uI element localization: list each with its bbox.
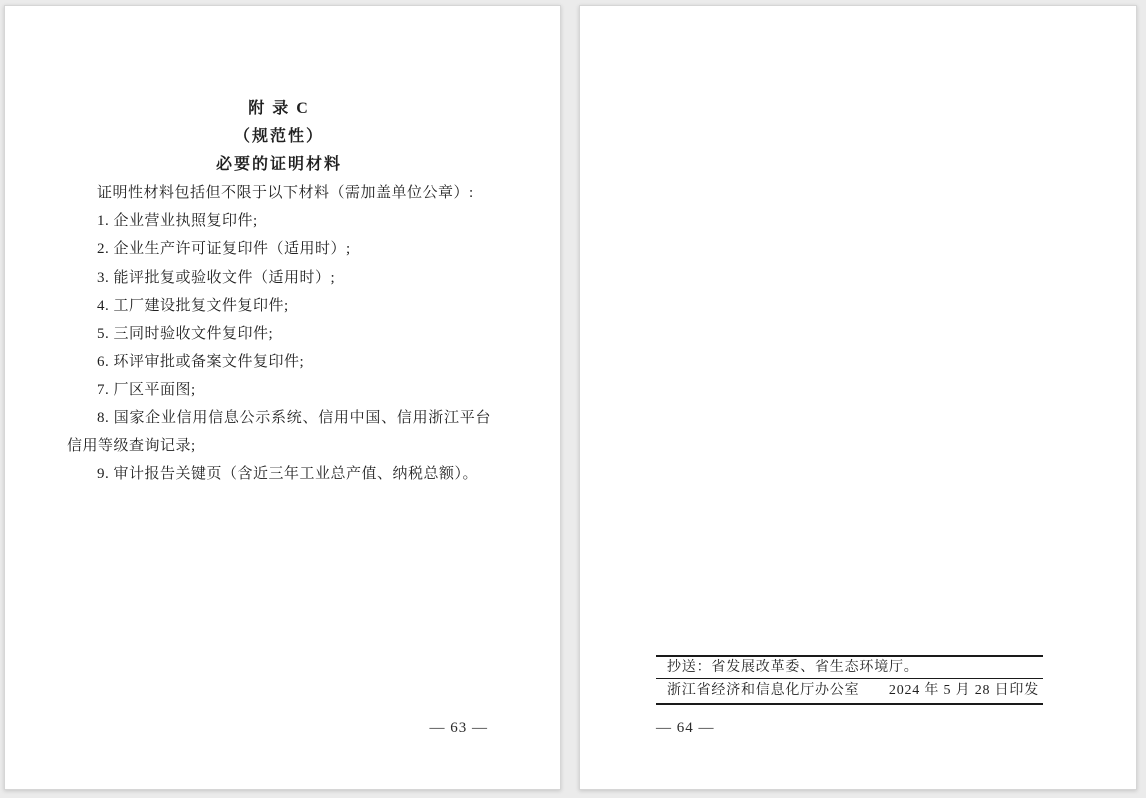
page-64	[579, 5, 1137, 790]
list-item: 7. 厂区平面图;	[97, 381, 196, 398]
list-item: 4. 工厂建设批复文件复印件;	[97, 297, 289, 314]
colophon-cc-row: 抄送：省发展改革委、省生态环境厅。	[656, 657, 1043, 679]
list-item: 6. 环评审批或备案文件复印件;	[97, 353, 305, 370]
appendix-title: 附 录 C	[248, 100, 310, 117]
list-item: 5. 三同时验收文件复印件;	[97, 325, 274, 342]
page-63	[4, 5, 561, 790]
page-number-63: — 63 —	[429, 720, 488, 736]
list-item: 9. 审计报告关键页（含近三年工业总产值、纳税总额）。	[97, 466, 479, 483]
section-title: 必要的证明材料	[215, 156, 342, 174]
list-item: 2. 企业生产许可证复印件（适用时）;	[97, 241, 351, 258]
colophon-table	[656, 655, 1043, 705]
intro-paragraph: 证明性材料包括但不限于以下材料（需加盖单位公章）:	[97, 185, 474, 202]
page-number-64: — 64 —	[656, 720, 715, 736]
colophon-issue-date: 2024 年 5 月 28 日印发	[888, 683, 1039, 698]
list-item: 8. 国家企业信用信息公示系统、信用中国、信用浙江平台信用等级查询记录;	[67, 410, 491, 455]
colophon-issuer: 浙江省经济和信息化厅办公室	[667, 683, 860, 698]
colophon-issue-row	[656, 679, 1043, 703]
list-item: 1. 企业营业执照复印件;	[97, 213, 258, 230]
appendix-c-text	[67, 95, 491, 488]
list-item: 3. 能评批复或验收文件（适用时）;	[97, 269, 336, 286]
normative-label: （规范性）	[233, 128, 324, 146]
